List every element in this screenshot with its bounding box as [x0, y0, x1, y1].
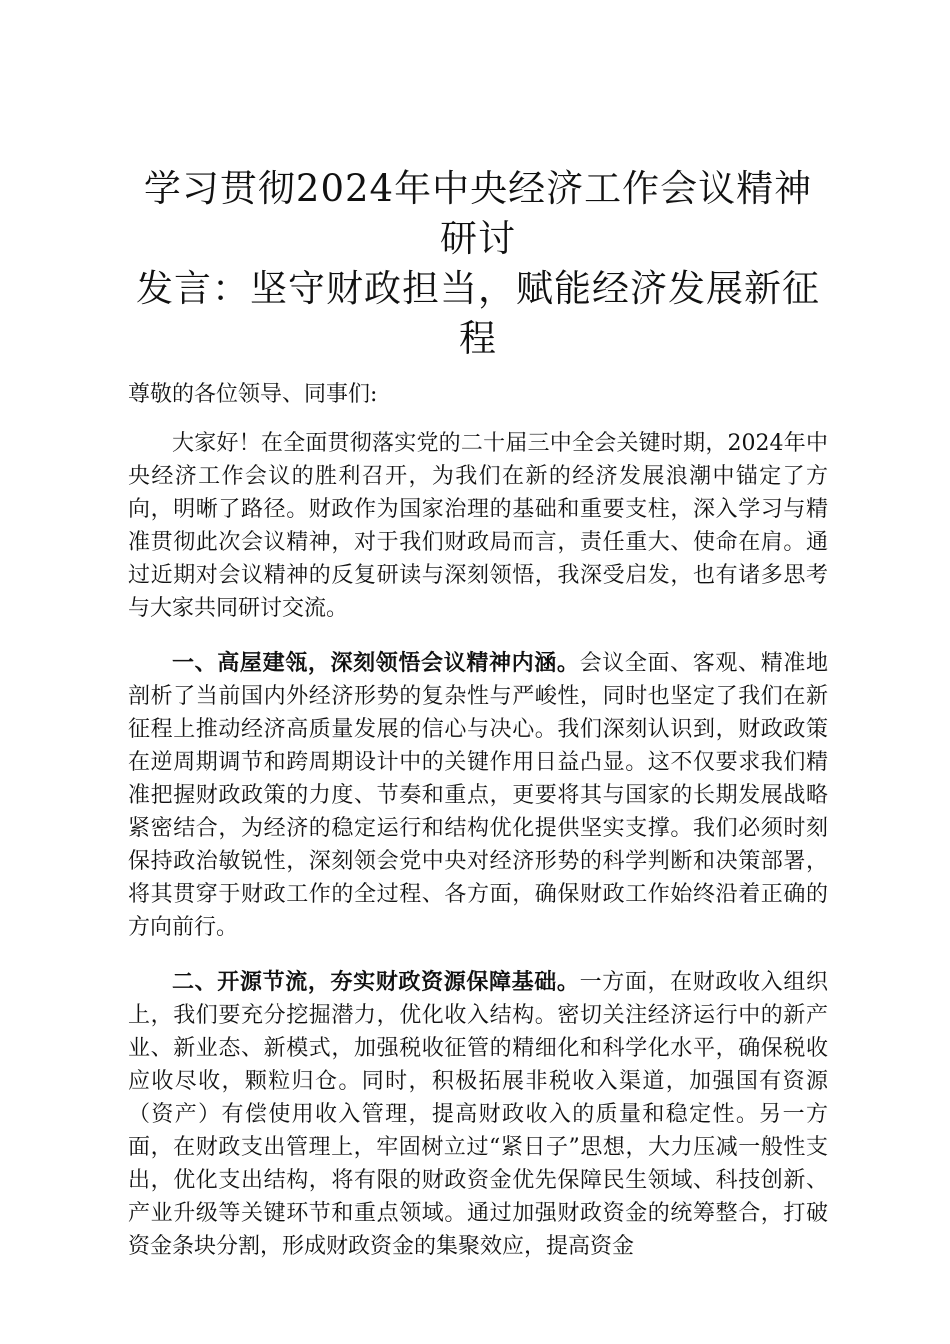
- document-title: [128, 164, 828, 364]
- title-line-2: 发言：坚守财政担当，赋能经济发展新征程: [136, 267, 820, 360]
- title-line-1: 学习贯彻2024年中央经济工作会议精神研讨: [143, 167, 813, 260]
- paragraph-body: 大家好！在全面贯彻落实党的二十届三中全会关键时期，2024年中央经济工作会议的胜利召开，为我们在新的经济发展浪潮中锚定了方向，明晰了路径。财政作为国家治理的基础和重要支柱，深入学习与精准贯彻此次会议精神，对于我们财政局而言，责任重大、使命在肩。通过近期对会议精神的反复研读与深刻领悟，我深受启发，也有诸多思考与大家共同研讨交流。: [128, 431, 828, 621]
- paragraph-intro: [128, 427, 828, 625]
- document-page: [128, 164, 828, 1285]
- paragraph-section-1: [128, 647, 828, 944]
- section-heading: 二、开源节流，夯实财政资源保障基础。: [172, 969, 580, 995]
- section-heading: 一、高屋建瓴，深刻领悟会议精神内涵。: [172, 650, 580, 676]
- salutation: 尊敬的各位领导、同事们:: [128, 382, 378, 407]
- paragraph-body: 会议全面、客观、精准地剖析了当前国内外经济形势的复杂性与严峻性，同时也坚定了我们在新征程上推动经济高质量发展的信心与决心。我们深刻认识到，财政政策在逆周期调节和跨周期设计中的关键作用日益凸显。这不仅要求我们精准把握财政政策的力度、节奏和重点，更要将其与国家的长期发展战略紧密结合，为经济的稳定运行和结构优化提供坚实支撑。我们必须时刻保持政治敏锐性，深刻领会党中央对经济形势的科学判断和决策部署，将其贯穿于财政工作的全过程、各方面，确保财政工作始终沿着正确的方向前行。: [128, 651, 828, 940]
- paragraph-section-2: [128, 966, 828, 1263]
- paragraph-body: 一方面，在财政收入组织上，我们要充分挖掘潜力，优化收入结构。密切关注经济运行中的新产业、新业态、新模式，加强税收征管的精细化和科学化水平，确保税收应收尽收，颗粒归仓。同时，积极拓展非税收入渠道，加强国有资源（资产）有偿使用收入管理，提高财政收入的质量和稳定性。另一方面，在财政支出管理上，牢固树立过“紧日子”思想，大力压减一般性支出，优化支出结构，将有限的财政资金优先保障民生领域、科技创新、产业升级等关键环节和重点领域。通过加强财政资金的统筹整合，打破资金条块分割，形成财政资金的集聚效应，提高资金: [128, 970, 828, 1259]
